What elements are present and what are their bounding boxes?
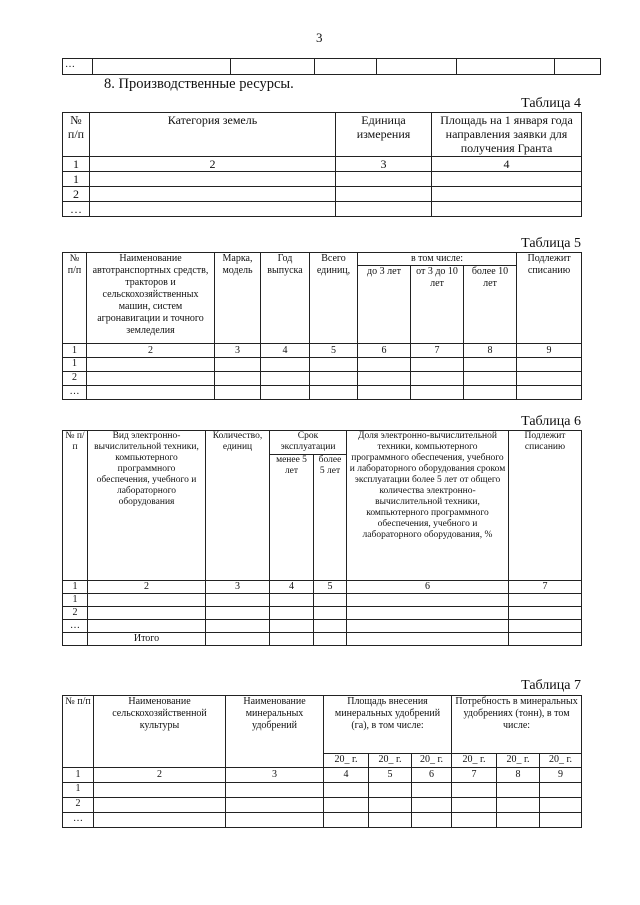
table4-caption: Таблица 4 xyxy=(521,96,581,111)
table-cell xyxy=(540,783,582,798)
table-cell xyxy=(206,607,270,620)
table-cell xyxy=(261,358,310,372)
table-cell xyxy=(517,372,582,386)
table-cell xyxy=(87,372,215,386)
header-cell: Единица измерения xyxy=(336,113,432,157)
table-cell xyxy=(270,607,314,620)
table-cell xyxy=(206,620,270,633)
number-cell: 8 xyxy=(497,768,540,783)
header-cell: Подлежит списанию xyxy=(517,253,582,344)
year-cell: 20_ г. xyxy=(497,754,540,768)
table-cell xyxy=(314,633,347,646)
table-cell xyxy=(87,386,215,400)
subheader-cell: менее 5 лет xyxy=(270,455,314,581)
table-cell xyxy=(540,813,582,828)
table-cell xyxy=(497,798,540,813)
table-cell xyxy=(94,813,226,828)
header-cell: Потребность в минеральных удобрениях (тонн), в том числе: xyxy=(452,696,582,754)
table-cell xyxy=(94,783,226,798)
header-cell: в том числе: xyxy=(358,253,517,266)
table-cell xyxy=(94,798,226,813)
table-cell xyxy=(411,358,464,372)
table-cell xyxy=(63,633,88,646)
number-cell: 5 xyxy=(314,581,347,594)
section-title: 8. Производственные ресурсы. xyxy=(104,76,294,92)
table-cell xyxy=(324,798,369,813)
table-cell xyxy=(270,620,314,633)
year-cell: 20_ г. xyxy=(369,754,412,768)
table-cell xyxy=(412,813,452,828)
number-cell: 3 xyxy=(206,581,270,594)
table-cell xyxy=(377,59,457,75)
table-cell xyxy=(432,172,582,187)
table-cell xyxy=(314,620,347,633)
table-cell xyxy=(336,202,432,217)
table-cell xyxy=(412,783,452,798)
number-cell: 9 xyxy=(517,344,582,358)
table-cell xyxy=(369,798,412,813)
table-cell xyxy=(452,783,497,798)
table7-caption: Таблица 7 xyxy=(521,678,581,693)
table-cell xyxy=(347,620,509,633)
row-index: … xyxy=(63,813,94,828)
row-index: 2 xyxy=(63,187,90,202)
table-cell xyxy=(226,783,324,798)
table-cell xyxy=(336,172,432,187)
row-index: 1 xyxy=(63,594,88,607)
number-cell: 1 xyxy=(63,581,88,594)
table-cell xyxy=(314,607,347,620)
table-cell xyxy=(452,798,497,813)
table-cell xyxy=(270,594,314,607)
table-cell xyxy=(411,386,464,400)
page-number: 3 xyxy=(316,30,323,45)
table7 xyxy=(62,695,582,828)
table-cell xyxy=(517,386,582,400)
table-cell xyxy=(270,633,314,646)
table-cell xyxy=(432,187,582,202)
number-cell: 1 xyxy=(63,344,87,358)
header-cell: Подлежит списанию xyxy=(509,431,582,581)
header-cell: Срок эксплуатации xyxy=(270,431,347,455)
table-cell xyxy=(261,372,310,386)
previous-table-tail xyxy=(62,58,601,75)
header-cell: Доля электронно-вычислительной техники, компьютерного программного обеспечения, учебного и лабораторного оборудования сроком эксплуатации более 5 лет от общего количества электронно-вычислительной техники, компьютерного программного обеспечения, учебного и лабораторного оборудования, % xyxy=(347,431,509,581)
row-index: 2 xyxy=(63,607,88,620)
table-cell xyxy=(411,372,464,386)
table-cell xyxy=(310,386,358,400)
table-cell xyxy=(215,358,261,372)
table-cell xyxy=(347,607,509,620)
table-cell xyxy=(314,594,347,607)
table6 xyxy=(62,430,582,646)
year-cell: 20_ г. xyxy=(412,754,452,768)
number-cell: 6 xyxy=(358,344,411,358)
header-cell: Марка, модель xyxy=(215,253,261,344)
table-cell xyxy=(457,59,555,75)
number-cell: 3 xyxy=(226,768,324,783)
table-cell xyxy=(324,813,369,828)
table-cell xyxy=(215,386,261,400)
number-cell: 5 xyxy=(369,768,412,783)
number-cell: 1 xyxy=(63,157,90,172)
year-cell: 20_ г. xyxy=(324,754,369,768)
number-cell: 4 xyxy=(270,581,314,594)
table-cell xyxy=(315,59,377,75)
table-cell xyxy=(509,594,582,607)
table-cell xyxy=(497,783,540,798)
header-cell: Год выпуска xyxy=(261,253,310,344)
table4 xyxy=(62,112,582,217)
number-cell: 7 xyxy=(509,581,582,594)
header-cell: Площадь внесения минеральных удобрений (га), в том числе: xyxy=(324,696,452,754)
row-index: 1 xyxy=(63,172,90,187)
table-cell xyxy=(497,813,540,828)
table-cell xyxy=(206,594,270,607)
row-index: 1 xyxy=(63,783,94,798)
table-cell xyxy=(452,813,497,828)
row-index: 2 xyxy=(63,372,87,386)
header-cell: Наименование минеральных удобрений xyxy=(226,696,324,768)
table-cell xyxy=(226,813,324,828)
number-cell: 3 xyxy=(215,344,261,358)
table-cell xyxy=(358,386,411,400)
number-cell: 2 xyxy=(88,581,206,594)
table-cell xyxy=(464,372,517,386)
table-cell xyxy=(464,386,517,400)
number-cell: 6 xyxy=(347,581,509,594)
table-cell xyxy=(90,172,336,187)
table6-caption: Таблица 6 xyxy=(521,414,581,429)
table-cell xyxy=(464,358,517,372)
number-cell: 2 xyxy=(87,344,215,358)
number-cell: 4 xyxy=(324,768,369,783)
table-cell xyxy=(347,633,509,646)
number-cell: 2 xyxy=(94,768,226,783)
table-cell xyxy=(509,607,582,620)
header-cell: № п/п xyxy=(63,696,94,768)
subheader-cell: от 3 до 10 лет xyxy=(411,266,464,344)
table-cell xyxy=(206,633,270,646)
number-cell: 3 xyxy=(336,157,432,172)
table-cell xyxy=(310,372,358,386)
row-index: … xyxy=(63,386,87,400)
number-cell: 6 xyxy=(412,768,452,783)
header-cell: № п/п xyxy=(63,113,90,157)
table-cell xyxy=(324,783,369,798)
number-cell: 4 xyxy=(261,344,310,358)
table-cell xyxy=(93,59,231,75)
number-cell: 5 xyxy=(310,344,358,358)
table-cell xyxy=(509,620,582,633)
table-cell xyxy=(88,607,206,620)
subheader-cell: до 3 лет xyxy=(358,266,411,344)
table-cell xyxy=(215,372,261,386)
header-cell: Вид электронно-вычислительной техники, компьютерного программного обеспечения, учебного и лабораторного оборудования xyxy=(88,431,206,581)
table-cell xyxy=(509,633,582,646)
number-cell: 9 xyxy=(540,768,582,783)
number-cell: 1 xyxy=(63,768,94,783)
total-label: Итого xyxy=(88,633,206,646)
table-cell xyxy=(90,187,336,202)
table-cell: … xyxy=(63,59,93,75)
row-index: 2 xyxy=(63,798,94,813)
table-cell xyxy=(412,798,452,813)
subheader-cell: более 5 лет xyxy=(314,455,347,581)
table-cell xyxy=(555,59,601,75)
table-cell xyxy=(87,358,215,372)
table5-caption: Таблица 5 xyxy=(521,236,581,251)
table-cell xyxy=(88,620,206,633)
row-index: … xyxy=(63,202,90,217)
number-cell: 7 xyxy=(452,768,497,783)
year-cell: 20_ г. xyxy=(540,754,582,768)
table-cell xyxy=(90,202,336,217)
header-cell: Всего единиц, xyxy=(310,253,358,344)
table-cell xyxy=(231,59,315,75)
table-cell xyxy=(540,798,582,813)
header-cell: № п/п xyxy=(63,253,87,344)
header-cell: № п/п xyxy=(63,431,88,581)
table-cell xyxy=(88,594,206,607)
table-cell xyxy=(358,358,411,372)
table5 xyxy=(62,252,582,400)
subheader-cell: более 10 лет xyxy=(464,266,517,344)
table-cell xyxy=(336,187,432,202)
header-cell: Категория земель xyxy=(90,113,336,157)
year-cell: 20_ г. xyxy=(452,754,497,768)
table-cell xyxy=(517,358,582,372)
table-cell xyxy=(310,358,358,372)
table-cell xyxy=(347,594,509,607)
header-cell: Наименование сельскохозяйственной культуры xyxy=(94,696,226,768)
row-index: 1 xyxy=(63,358,87,372)
header-cell: Площадь на 1 января года направления заявки для получения Гранта xyxy=(432,113,582,157)
table-cell xyxy=(369,813,412,828)
table-cell xyxy=(226,798,324,813)
number-cell: 7 xyxy=(411,344,464,358)
table-cell xyxy=(432,202,582,217)
number-cell: 2 xyxy=(90,157,336,172)
table-cell xyxy=(358,372,411,386)
table-cell xyxy=(261,386,310,400)
number-cell: 8 xyxy=(464,344,517,358)
header-cell: Количество, единиц xyxy=(206,431,270,581)
row-index: … xyxy=(63,620,88,633)
table-cell xyxy=(369,783,412,798)
header-cell: Наименование автотранспортных средств, тракторов и сельскохозяйственных машин, систем агронавигации и точного земледелия xyxy=(87,253,215,344)
number-cell: 4 xyxy=(432,157,582,172)
